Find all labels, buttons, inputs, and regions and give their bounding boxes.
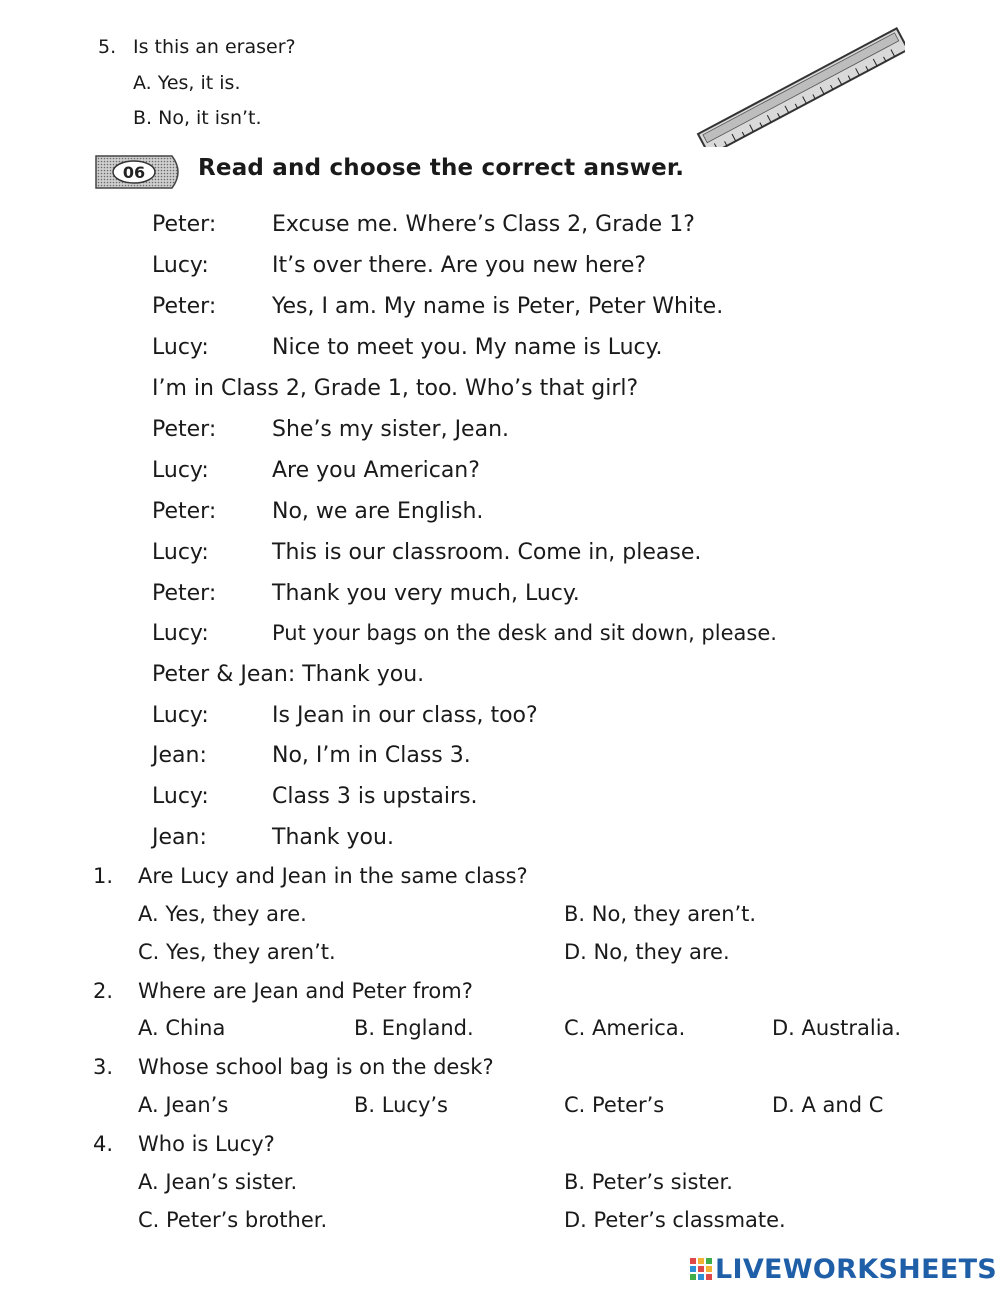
question-4-option-b[interactable]: B. Peter’s sister. <box>564 1170 733 1194</box>
dialogue-line: Thank you very much, Lucy. <box>272 581 580 606</box>
question-4-option-a[interactable]: A. Jean’s sister. <box>138 1170 298 1194</box>
footer-logo[interactable] <box>690 1254 997 1284</box>
section-title: Read and choose the correct answer. <box>198 155 685 181</box>
section-badge-number: 06 <box>122 163 146 182</box>
dialogue-speaker: Lucy: <box>152 253 209 278</box>
dialogue-speaker: Lucy: <box>152 784 209 809</box>
question-1-text: Are Lucy and Jean in the same class? <box>138 864 528 888</box>
dialogue-line: No, I’m in Class 3. <box>272 743 471 768</box>
ruler-illustration <box>690 22 905 147</box>
dialogue-speaker: Jean: <box>152 825 207 850</box>
dialogue-line: Is Jean in our class, too? <box>272 703 538 728</box>
dialogue-line: It’s over there. Are you new here? <box>272 253 647 278</box>
liveworksheets-grid-icon <box>690 1258 712 1280</box>
dialogue-line: No, we are English. <box>272 499 484 524</box>
question-3-option-d[interactable]: D. A and C <box>772 1093 884 1117</box>
question-3-option-a[interactable]: A. Jean’s <box>138 1093 229 1117</box>
question-1-option-c[interactable]: C. Yes, they aren’t. <box>138 940 336 964</box>
dialogue-speaker: Peter: <box>152 417 217 442</box>
question-5-option-b[interactable]: B. No, it isn’t. <box>133 107 262 129</box>
question-2-option-c[interactable]: C. America. <box>564 1016 686 1040</box>
question-3-number: 3. <box>93 1055 114 1079</box>
dialogue-speaker: Peter: <box>152 212 217 237</box>
question-3-option-b[interactable]: B. Lucy’s <box>354 1093 448 1117</box>
dialogue-speaker: Lucy: <box>152 335 209 360</box>
question-2-option-d[interactable]: D. Australia. <box>772 1016 902 1040</box>
question-4-number: 4. <box>93 1132 114 1156</box>
dialogue-line: She’s my sister, Jean. <box>272 417 510 442</box>
dialogue-line: Put your bags on the desk and sit down, please. <box>272 621 777 645</box>
dialogue-speaker: Lucy: <box>152 703 209 728</box>
dialogue-speaker: Lucy: <box>152 458 209 483</box>
dialogue-line: Class 3 is upstairs. <box>272 784 478 809</box>
dialogue-line: Yes, I am. My name is Peter, Peter White. <box>272 294 724 319</box>
question-4-text: Who is Lucy? <box>138 1132 275 1156</box>
dialogue-speaker: Lucy: <box>152 540 209 565</box>
question-1-option-b[interactable]: B. No, they aren’t. <box>564 902 757 926</box>
dialogue-line: Thank you. <box>272 825 394 850</box>
question-4-option-c[interactable]: C. Peter’s brother. <box>138 1208 328 1232</box>
question-1-option-d[interactable]: D. No, they are. <box>564 940 730 964</box>
dialogue-line: Excuse me. Where’s Class 2, Grade 1? <box>272 212 695 237</box>
question-5-text: Is this an eraser? <box>133 36 296 58</box>
dialogue-speaker: Jean: <box>152 743 207 768</box>
dialogue-line: Nice to meet you. My name is Lucy. <box>272 335 663 360</box>
brand-name: LIVEWORKSHEETS <box>715 1253 998 1285</box>
dialogue-line: This is our classroom. Come in, please. <box>272 540 702 565</box>
dialogue-line: Peter & Jean: Thank you. <box>152 662 425 687</box>
dialogue-speaker: Peter: <box>152 581 217 606</box>
question-1-option-a[interactable]: A. Yes, they are. <box>138 902 307 926</box>
question-5-number: 5. <box>98 36 117 58</box>
dialogue-speaker: Peter: <box>152 294 217 319</box>
question-2-text: Where are Jean and Peter from? <box>138 979 473 1003</box>
question-5-option-a[interactable]: A. Yes, it is. <box>133 72 241 94</box>
question-2-option-b[interactable]: B. England. <box>354 1016 474 1040</box>
dialogue-line: Are you American? <box>272 458 480 483</box>
question-2-option-a[interactable]: A. China <box>138 1016 226 1040</box>
dialogue-speaker: Peter: <box>152 499 217 524</box>
dialogue-speaker: Lucy: <box>152 621 209 646</box>
section-badge <box>94 154 186 190</box>
dialogue-line: I’m in Class 2, Grade 1, too. Who’s that girl? <box>152 376 639 401</box>
question-4-option-d[interactable]: D. Peter’s classmate. <box>564 1208 786 1232</box>
question-3-option-c[interactable]: C. Peter’s <box>564 1093 665 1117</box>
question-1-number: 1. <box>93 864 114 888</box>
question-2-number: 2. <box>93 979 114 1003</box>
question-3-text: Whose school bag is on the desk? <box>138 1055 494 1079</box>
